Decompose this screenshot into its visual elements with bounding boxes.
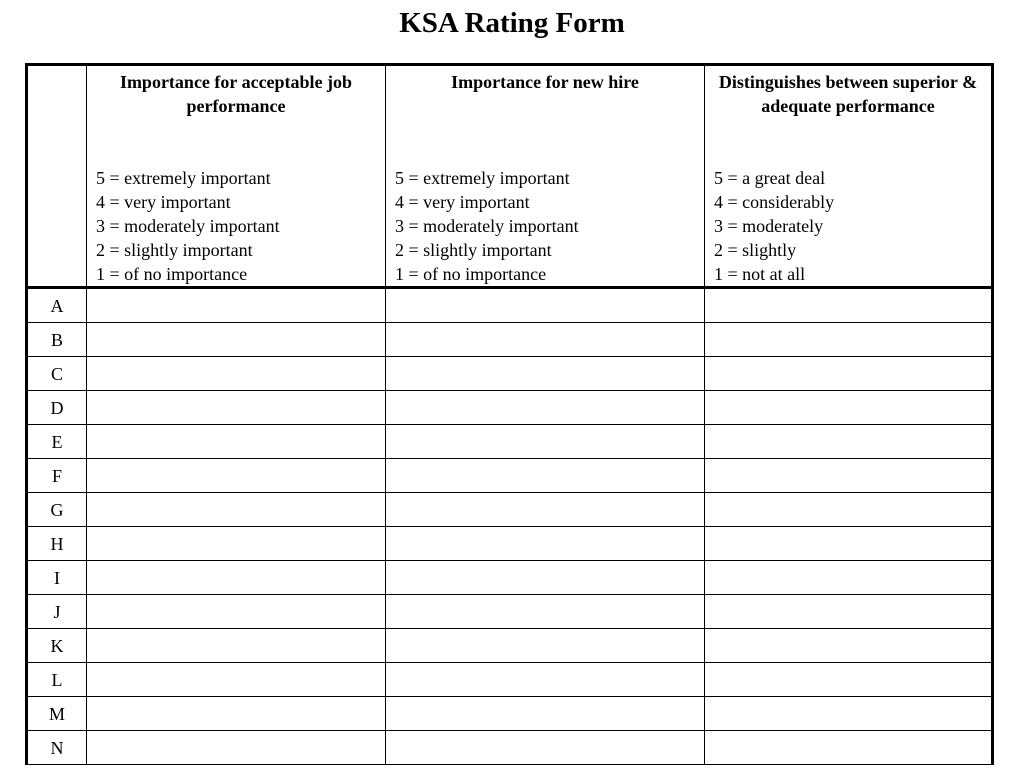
row-label: M <box>27 697 87 731</box>
row-label: D <box>27 391 87 425</box>
rating-cell-acceptable[interactable] <box>87 629 386 663</box>
rating-cell-distinguishes[interactable] <box>705 629 993 663</box>
rating-cell-new-hire[interactable] <box>386 288 705 323</box>
rating-cell-new-hire[interactable] <box>386 493 705 527</box>
rating-cell-new-hire[interactable] <box>386 595 705 629</box>
row-label: C <box>27 357 87 391</box>
rating-scale <box>714 166 834 286</box>
scale-item: 2 = slightly <box>714 240 797 260</box>
scale-item: 1 = of no importance <box>96 264 248 284</box>
table-row <box>27 629 993 663</box>
table-row <box>27 391 993 425</box>
header-row <box>27 65 993 288</box>
column-title: Distinguishes between superior & adequate performance <box>718 72 978 116</box>
rating-cell-acceptable[interactable] <box>87 663 386 697</box>
scale-item: 3 = moderately important <box>395 216 579 236</box>
column-title: Importance for acceptable job performance <box>119 72 353 116</box>
rating-cell-distinguishes[interactable] <box>705 357 993 391</box>
scale-item: 3 = moderately important <box>96 216 280 236</box>
rating-cell-new-hire[interactable] <box>386 357 705 391</box>
row-label: L <box>27 663 87 697</box>
rating-rows <box>27 288 993 765</box>
scale-item: 1 = of no importance <box>395 264 547 284</box>
rating-cell-distinguishes[interactable] <box>705 697 993 731</box>
corner-cell <box>27 65 87 288</box>
column-header-acceptable-performance <box>87 65 386 288</box>
table-row <box>27 288 993 323</box>
rating-cell-new-hire[interactable] <box>386 459 705 493</box>
table-row <box>27 663 993 697</box>
rating-cell-distinguishes[interactable] <box>705 323 993 357</box>
rating-scale <box>395 166 579 286</box>
row-label: K <box>27 629 87 663</box>
rating-cell-new-hire[interactable] <box>386 731 705 765</box>
column-header-distinguishes <box>705 65 993 288</box>
rating-cell-acceptable[interactable] <box>87 357 386 391</box>
column-header-new-hire <box>386 65 705 288</box>
rating-cell-distinguishes[interactable] <box>705 391 993 425</box>
rating-cell-acceptable[interactable] <box>87 527 386 561</box>
rating-cell-acceptable[interactable] <box>87 493 386 527</box>
table-row <box>27 595 993 629</box>
rating-cell-new-hire[interactable] <box>386 561 705 595</box>
rating-cell-acceptable[interactable] <box>87 425 386 459</box>
table-row <box>27 357 993 391</box>
rating-cell-new-hire[interactable] <box>386 391 705 425</box>
rating-cell-acceptable[interactable] <box>87 323 386 357</box>
table-row <box>27 425 993 459</box>
table-row <box>27 561 993 595</box>
rating-cell-new-hire[interactable] <box>386 323 705 357</box>
rating-cell-acceptable[interactable] <box>87 459 386 493</box>
rating-cell-new-hire[interactable] <box>386 663 705 697</box>
row-label: N <box>27 731 87 765</box>
row-label: F <box>27 459 87 493</box>
scale-item: 3 = moderately <box>714 216 824 236</box>
rating-cell-acceptable[interactable] <box>87 595 386 629</box>
scale-item: 1 = not at all <box>714 264 806 284</box>
rating-cell-distinguishes[interactable] <box>705 493 993 527</box>
scale-item: 4 = very important <box>96 192 231 212</box>
rating-cell-new-hire[interactable] <box>386 629 705 663</box>
table-row <box>27 731 993 765</box>
scale-item: 5 = a great deal <box>714 168 826 188</box>
rating-cell-acceptable[interactable] <box>87 697 386 731</box>
rating-cell-distinguishes[interactable] <box>705 459 993 493</box>
rating-cell-distinguishes[interactable] <box>705 288 993 323</box>
table-row <box>27 323 993 357</box>
scale-item: 4 = considerably <box>714 192 835 212</box>
column-title: Importance for new hire <box>451 72 639 92</box>
rating-cell-new-hire[interactable] <box>386 527 705 561</box>
scale-item: 5 = extremely important <box>96 168 271 188</box>
row-label: I <box>27 561 87 595</box>
rating-cell-distinguishes[interactable] <box>705 561 993 595</box>
rating-cell-distinguishes[interactable] <box>705 663 993 697</box>
ksa-rating-table <box>25 63 994 765</box>
row-label: A <box>27 288 87 323</box>
scale-item: 5 = extremely important <box>395 168 570 188</box>
form-title: KSA Rating Form <box>399 7 625 39</box>
row-label: H <box>27 527 87 561</box>
rating-cell-distinguishes[interactable] <box>705 425 993 459</box>
rating-cell-acceptable[interactable] <box>87 391 386 425</box>
rating-cell-new-hire[interactable] <box>386 697 705 731</box>
row-label: E <box>27 425 87 459</box>
scale-item: 4 = very important <box>395 192 530 212</box>
table-row <box>27 493 993 527</box>
scale-item: 2 = slightly important <box>96 240 253 260</box>
rating-cell-new-hire[interactable] <box>386 425 705 459</box>
row-label: B <box>27 323 87 357</box>
rating-cell-distinguishes[interactable] <box>705 527 993 561</box>
row-label: G <box>27 493 87 527</box>
scale-item: 2 = slightly important <box>395 240 552 260</box>
rating-cell-acceptable[interactable] <box>87 731 386 765</box>
rating-cell-distinguishes[interactable] <box>705 595 993 629</box>
rating-scale <box>96 166 280 286</box>
table-row <box>27 527 993 561</box>
rating-cell-distinguishes[interactable] <box>705 731 993 765</box>
table-row <box>27 459 993 493</box>
rating-cell-acceptable[interactable] <box>87 288 386 323</box>
table-row <box>27 697 993 731</box>
rating-cell-acceptable[interactable] <box>87 561 386 595</box>
row-label: J <box>27 595 87 629</box>
